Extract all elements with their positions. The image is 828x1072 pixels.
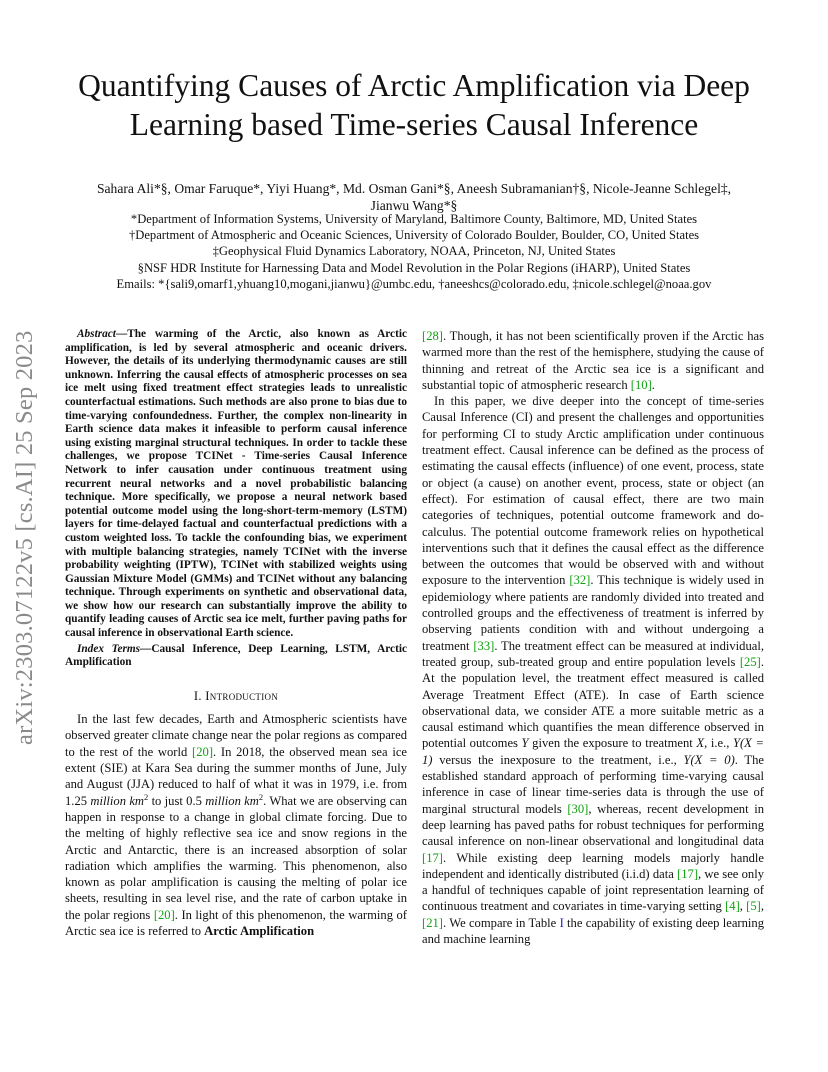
citation-link[interactable]: [20] <box>153 907 175 922</box>
citation-link[interactable]: [20] <box>192 744 214 759</box>
left-column <box>65 328 407 939</box>
abstract <box>65 328 407 641</box>
section-heading-introduction: I. Introduction <box>193 688 279 703</box>
index-terms-text: —Causal Inference, Deep Learning, LSTM, Arctic Amplification <box>65 642 407 669</box>
author-emails: Emails: *{sali9,omarf1,yhuang10,mogani,jianwu}@umbc.edu, †aneeshcs@colorado.edu, ‡nicole.schlegel@noaa.gov <box>116 276 712 291</box>
intro-paragraph: In the last few decades, Earth and Atmospheric scientists have observed greater climate change near the polar regions as compared to the rest of the world [20]. In 2018, the observed mean sea ice extent (SIE) at Kara Sea during the summer months of June, July and August (JJA) reduced to half of what it was in 1979, i.e. from 1.25 million $km^2$ to just 0.5 million $km^2$. What we are observing can happen in response to a change in global climate forcing. Due to the melting of highly reflective sea ice and snow regions in the Arctic and Antarctic, there is an increased absorption of solar radiation which amplifies the warming. This phenomenon, also known as polar amplification is causing the melting of polar ice sheets, resulting in sea level rise, and the rate of carbon uptake in the polar regions [20]. In light of this phenomenon, the warming of Arctic sea ice is referred to Arctic Amplification <box>65 712 407 938</box>
citation-link[interactable]: [25] <box>739 654 761 669</box>
affiliation-gfdl: ‡Geophysical Fluid Dynamics Laboratory, NOAA, Princeton, NJ, United States <box>212 244 616 259</box>
affiliation-iharp: §NSF HDR Institute for Harnessing Data and Model Revolution in the Polar Regions (iHARP), United States <box>137 260 691 275</box>
paper-scope-paragraph: In this paper, we dive deeper into the concept of time-series Causal Inference (CI) and present the challenges and opportunities for performing CI to study Arctic amplification under continuous treatment effect. Causal inference can be defined as the process of estimating the causal effects (influence) of one event, process, state or object (a cause) on another event, process, state or object (an effect). For estimation of causal effect, there are two main categories of techniques, potential outcome framework and do-calculus. The potential outcome framework relies on hypothetical interventions such that it defines the causal effect as the difference between the outcomes that would be observed with and without exposure to the intervention [32]. This technique is widely used in epidemiology where patients are randomly divided into treated and controlled groups and the effectiveness of treatment is inferred by observing patients condition with and without undergoing a treatment [33]. The treatment effect can be measured at individual, treated group, sub-treated group and entire population levels [25]. At the population level, the treatment effect measured is called Average Treatment Effect (ATE). In case of Earth science observational data, we consider ATE a more suitable metric as a causal estimand which quantifies the mean difference observed in potential outcomes Y given the exposure to treatment X, i.e., Y(X = 1) versus the inexposure to the treatment, i.e., Y(X = 0). The established standard approach of performing time-varying causal inference in case of linear time-series data is through the use of marginal structural models [30], whereas, recent development in deep learning has paved paths for robust techniques for performing causal inference on non-linear observational and longitudinal data [17]. While existing deep learning models majorly handle independent and identically distributed (i.i.d) data [17], we see only a handful of techniques capable of joint representation learning of continuous treatment and covariates in time-varying setting [4], [5], [21]. We compare in Table I the capability of existing deep learning and machine learning <box>422 394 765 946</box>
affiliations <box>40 211 788 292</box>
citation-link[interactable]: [17] <box>677 866 699 881</box>
affiliation-umbc: *Department of Information Systems, University of Maryland, Baltimore County, Baltimore, MD, United States <box>130 212 698 226</box>
index-terms-label: Index Terms <box>77 642 141 655</box>
continuation-paragraph: [28]. Though, it has not been scientifically proven if the Arctic has warmed more than the rest of the hemisphere, studying the cause of thinning and retreat of the Arctic sea ice is a significant and substantial topic of atmospheric research [10]. <box>422 329 764 392</box>
citation-link[interactable]: [28] <box>422 329 443 343</box>
paper-title: Quantifying Causes of Arctic Amplification via Deep Learning based Time-series Causal Inference <box>78 68 750 142</box>
authors-line-2: Jianwu Wang*§ <box>370 198 458 213</box>
citation-link[interactable]: [30] <box>567 801 589 816</box>
citation-link[interactable]: [32] <box>569 573 591 588</box>
author-list <box>56 180 772 214</box>
citation-link[interactable]: [10] <box>630 377 652 392</box>
citation-link[interactable]: [5] <box>746 899 761 914</box>
affiliation-colorado: †Department of Atmospheric and Oceanic Sciences, University of Colorado Boulder, Boulder, CO, United States <box>128 228 700 243</box>
abstract-text: —The warming of the Arctic, also known as Arctic amplification, is led by several atmospheric and oceanic drivers. However, the details of its underlying thermodynamic causes are still unknown. Inferring the causal effects of atmospheric processes on sea ice melt using fixed treatment effect strategies leads to unrealistic counterfactual estimations. Such methods are also prone to bias due to time-varying confoundedness. Further, the complex non-linearity in Earth science data makes it infeasible to perform causal inference using existing marginal structural techniques. In order to tackle these challenges, we propose TCINet - Time-series Causal Inference Network to infer causation under continuous treatment using recurrent neural networks and a novel probabilistic balancing technique. More specifically, we propose a neural network based potential outcome model using the long-short-term-memory (LSTM) layers for time-delayed factual and counterfactual predictions with a custom weighted loss. To tackle the confounding bias, we experiment with multiple balancing strategies, namely TCINet with the inverse probability weighting (IPTW), TCINet with stabilized weights using Gaussian Mixture Model (GMMs) and TCINet without any balancing technique. Through experiments on synthetic and observational data, we show how our research can substantially improve the ability to quantify leading causes of Arctic sea ice melt, further paving paths for causal inference in observational Earth science. <box>65 328 407 640</box>
citation-link[interactable]: [33] <box>473 638 495 653</box>
citation-link[interactable]: [4] <box>725 899 740 914</box>
citation-link[interactable]: [17] <box>422 850 443 865</box>
arxiv-watermark: arXiv:2303.07122v5 [cs.AI] 25 Sep 2023 <box>11 330 38 745</box>
citation-link[interactable]: [21] <box>422 915 443 930</box>
abstract-label: Abstract <box>77 328 116 340</box>
table-reference-link[interactable]: I <box>559 915 564 930</box>
index-terms <box>65 643 407 670</box>
authors-line-1: Sahara Ali*§, Omar Faruque*, Yiyi Huang*, Md. Osman Gani*§, Aneesh Subramanian†§, Nicole-Jeanne Schlegel‡, <box>96 181 732 196</box>
right-column <box>422 328 764 947</box>
